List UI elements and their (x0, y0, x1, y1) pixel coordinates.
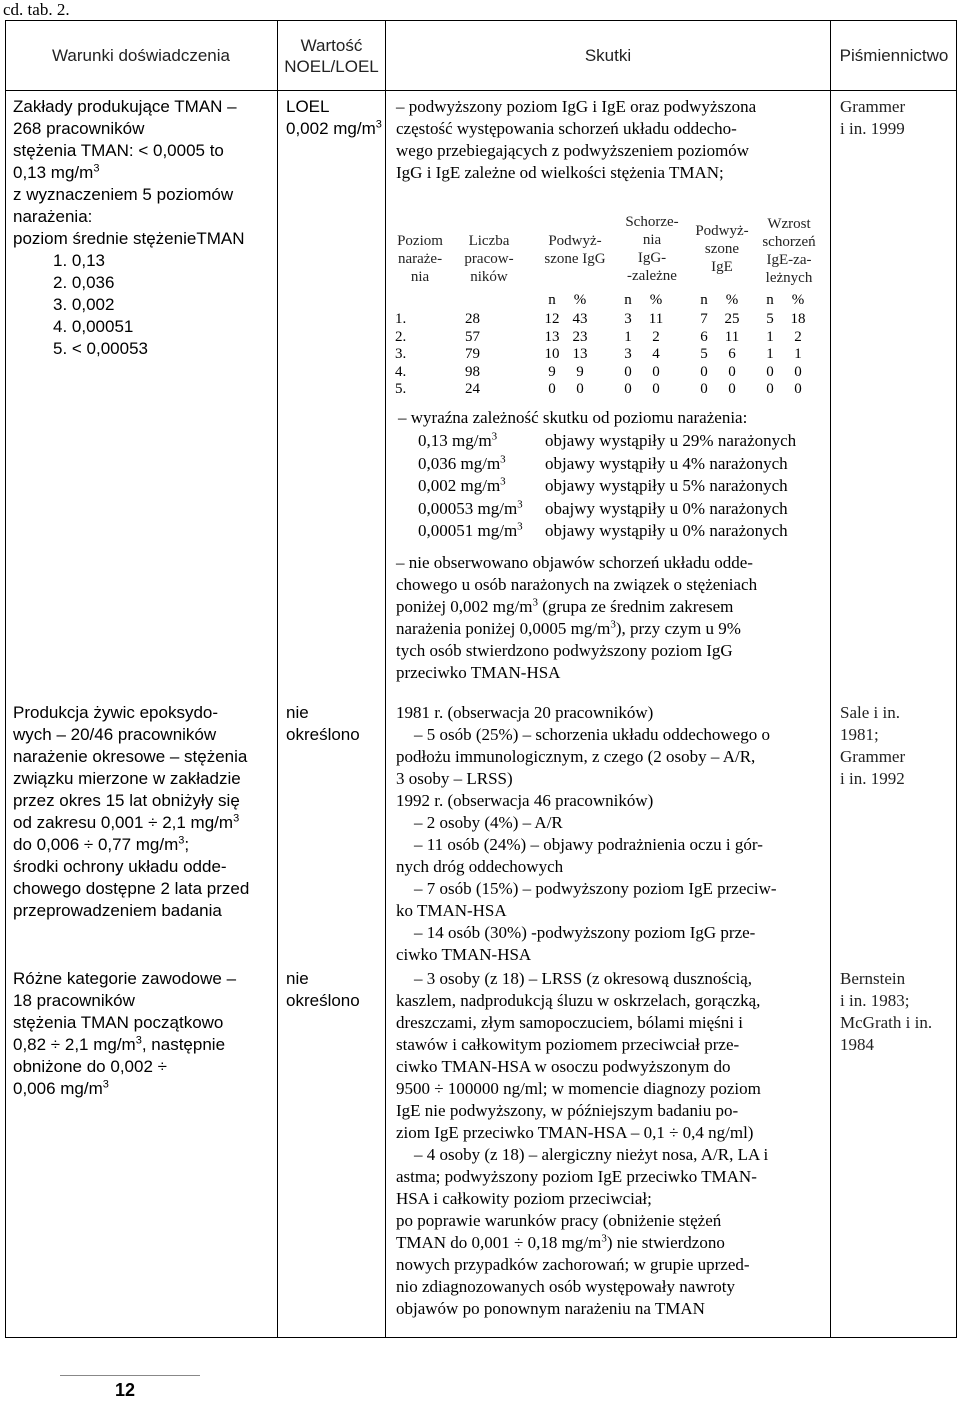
superscript: 3 (517, 497, 523, 510)
inner-data-cell: 23 (572, 328, 588, 345)
row3-conditions: Różne kategorie zawodowe – 18 pracowników stężenia TMAN początkowo 0,82 ÷ 2,1 $mg/m^3$, następnie obniżone do 0,002 ÷ 0,006 $mg/m^3$ (13, 969, 237, 1098)
inner-row-workers: 98 (465, 363, 480, 380)
row1-effects-intro: – podwyższony poziom IgG i IgE oraz podwyższona częstość występowania schorzeń układu oddecho- wego przebiegających z podwyższeniem poziomów IgG i IgE zależne od wielkości stężenia TMAN; (396, 97, 757, 182)
dependence-row (418, 430, 796, 453)
inner-data-cell: 12 (544, 311, 560, 327)
page-number-rule (60, 1375, 200, 1376)
inner-row-level: 3. (395, 346, 407, 362)
exposure-level-table (395, 210, 820, 402)
inner-row-level: 1. (395, 311, 407, 327)
dependence-concentration: 0,036 mg/m (418, 453, 501, 473)
dependence-intro: – wyraźna zależność skutku od poziomu narażenia: (398, 408, 748, 427)
inner-data-cell: 6 (728, 346, 736, 362)
inner-data-cell: 13 (572, 346, 588, 362)
header-noel-loel: Wartość NOEL/LOEL (284, 35, 379, 76)
row3-references: Bernstein i in. 1983; McGrath i in. 1984 (840, 969, 933, 1054)
dependence-row (418, 520, 788, 543)
inner-data-cell: 6 (700, 328, 708, 345)
inner-data-cell: 2 (652, 328, 660, 345)
inner-data-cell: 0 (700, 363, 708, 380)
dependence-concentration: 0,00053 mg/m (418, 498, 518, 518)
header-conditions: Warunki doświadczenia (52, 46, 230, 65)
inner-data-cell: 9 (548, 363, 556, 380)
inner-data-cell: 0 (794, 363, 802, 380)
header-divider (5, 90, 957, 91)
inner-data-cell: 4 (652, 346, 660, 362)
inner-row-workers: 28 (465, 311, 480, 327)
inner-row-workers: 79 (465, 346, 480, 362)
inner-header-igg: Podwyż- szone IgG (544, 233, 606, 267)
inner-subheader-cell: % (573, 292, 587, 308)
dependence-text: objawy wystąpiły u 0% narażonych (545, 521, 788, 540)
inner-subheader-cell: % (791, 292, 805, 308)
dependence-row (418, 453, 788, 476)
column-divider (830, 20, 831, 1338)
inner-subheader-cell: n (700, 292, 708, 308)
inner-data-cell: 5 (700, 346, 708, 362)
dependence-concentration: 0,002 mg/m (418, 476, 501, 495)
inner-header-level: Poziom naraże- nia (397, 233, 443, 285)
inner-data-cell: 10 (544, 346, 560, 362)
inner-row-level: 4. (395, 363, 407, 380)
inner-subheader-cell: n (548, 292, 556, 308)
dependence-concentration: 0,13 mg/m (418, 431, 492, 450)
row3-effects: – 3 osoby (z 18) – LRSS (z okresową dusznością, kaszlem, nadprodukcją śluzu w oskrzelach, gorączką, dreszczami, złym samopoczuciem, bólami mięśni i stawów i całkowitym poziomem przeciwciał prze- ciwko TMAN-HSA w osoczu podwyższonym do 9500 ÷ 100000 ng/ml; w momencie diagnozy poziom IgE nie podwyższony, w późniejszym badaniu po- ziom IgE przeciwko TMAN-HSA – 0,1 ÷ 0,4 ng/ml) – 4 osoby (z 18) – alergiczny nieżyt nosa, A/R, LA i astma; podwyższony poziom IgE przeciwko TMAN- HSA i całkowity poziom przeciwciał; po poprawie warunków pracy (obniżenie stężeń TMAN do 0,001 ÷ 0,18 $mg/m^3$) nie stwierdzono nowych przypadków zachorowań; w grupie uprzed- nio zdiagnozowanych osób występowały nawroty objawów po ponownym narażeniu na TMAN (396, 969, 769, 1318)
inner-data-cell: 13 (544, 328, 560, 345)
inner-data-cell: 3 (624, 346, 632, 362)
row1-conditions: Zakłady produkujące TMAN – 268 pracowników stężenia TMAN: < 0,0005 to 0,13 $mg/m^3$ z wyznaczeniem 5 poziomów narażenia: poziom średnie stężenieTMAN 1. 0,13 2. 0,036 3. 0,002 4. 0,00051 5. < 0,00053 (13, 96, 275, 360)
row1-noel-loel: LOEL 0,002 $mg/m^3$ (286, 97, 382, 138)
inner-header-igg-dependent: Schorze- nia IgG- -zależne (625, 214, 679, 284)
exposure-level: 2. 0,036 (53, 273, 115, 292)
inner-data-cell: 0 (728, 363, 736, 380)
dependence-text: obajwy wystąpiły u 0% narażonych (545, 498, 788, 518)
inner-data-cell: 0 (700, 381, 708, 397)
superscript: 3 (500, 475, 506, 488)
inner-data-cell: 0 (728, 381, 736, 397)
row1-references: Grammer i in. 1999 (840, 97, 906, 138)
inner-data-cell: 1 (794, 346, 802, 362)
dependence-text: objawy wystąpiły u 4% narażonych (545, 453, 788, 473)
header-references: Piśmiennictwo (839, 46, 949, 65)
inner-data-cell: 1 (624, 328, 632, 345)
inner-row-level: 2. (395, 328, 407, 345)
inner-data-cell: 0 (794, 381, 802, 397)
dependence-text: objawy wystąpiły u 29% narażonych (545, 431, 797, 450)
inner-data-cell: 1 (766, 328, 774, 345)
inner-data-cell: 0 (766, 363, 774, 380)
inner-subheader-cell: n (766, 292, 774, 308)
inner-data-cell: 0 (624, 381, 632, 397)
inner-data-cell: 25 (724, 311, 740, 327)
row3-noel-loel: nie określono (286, 969, 360, 1010)
inner-data-cell: 9 (576, 363, 584, 380)
dependence-row (418, 475, 788, 498)
inner-subheader-cell: n (624, 292, 632, 308)
inner-data-cell: 0 (576, 381, 584, 397)
inner-header-ige: Podwyż- szone IgE (695, 223, 749, 275)
row2-conditions: Produkcja żywic epoksydo- wych – 20/46 pracowników narażenie okresowe – stężenia związku mierzone w zakładzie przez okres 15 lat obniżyły się od zakresu 0,001 ÷ 2,1 $mg/m^3$ do 0,006 ÷ 0,77 $mg/m^3$; środki ochrony układu odde- chowego dostępne 2 lata przed przeprowadzeniem badania (13, 703, 250, 920)
column-divider (385, 20, 386, 1338)
inner-data-cell: 0 (766, 381, 774, 397)
inner-row-workers: 57 (465, 328, 480, 345)
exposure-level: 4. 0,00051 (53, 317, 134, 336)
superscript: 3 (517, 520, 523, 533)
row2-effects: 1981 r. (obserwacja 20 pracowników) – 5 osób (25%) – schorzenia układu oddechowego o podłożu immunologicznym, z czego (2 osoby – A/R, 3 osoby – LRSS) 1992 r. (obserwacja 46 pracowników) – 2 osoby (4%) – A/R – 11 osób (24%) – objawy podrażnienia oczu i gór- nych dróg oddechowych – 7 osób (15%) – podwyższony poziom IgE przeciw- ko TMAN-HSA – 14 osób (30%) -podwyższony poziom IgG prze- ciwko TMAN-HSA (396, 703, 777, 964)
exposure-level: 3. 0,002 (53, 295, 115, 314)
superscript: 3 (500, 452, 506, 465)
dependence-concentration: 0,00051 mg/m (418, 521, 518, 540)
inner-data-cell: 11 (724, 328, 740, 345)
inner-header-workers: Liczba pracow- ników (464, 233, 514, 285)
inner-row-level: 5. (395, 381, 407, 397)
dependence-row (418, 498, 788, 521)
inner-data-cell: 7 (700, 311, 708, 327)
inner-row-workers: 24 (465, 381, 480, 397)
inner-header-ige-dependent: Wzrost schorzeń IgE-za- leżnych (762, 216, 816, 286)
dependence-text: objawy wystąpiły u 5% narażonych (545, 476, 788, 495)
inner-subheader-cell: % (649, 292, 663, 308)
inner-data-cell: 0 (652, 381, 660, 397)
inner-data-cell: 0 (548, 381, 556, 397)
row1-no-symptoms: – nie obserwowano objawów schorzeń układu odde- chowego u osób narażonych na związek o stężeniach poniżej 0,002 $mg/m^3$ (grupa ze średnim zakresem narażenia poniżej 0,0005 $mg/m^3$), przy czym u 9% tych osób stwierdzono podwyższony poziom IgG przeciwko TMAN-HSA (396, 553, 758, 682)
exposure-level: 5. < 0,00053 (53, 339, 149, 358)
column-divider (277, 20, 278, 1338)
inner-data-cell: 1 (766, 346, 774, 362)
header-effects: Skutki (584, 46, 632, 65)
inner-subheader-cell: % (725, 292, 739, 308)
inner-data-cell: 0 (624, 363, 632, 380)
continuation-label: cd. tab. 2. (3, 0, 70, 19)
row2-references: Sale i in. 1981; Grammer i in. 1992 (840, 703, 906, 788)
exposure-level: 1. 0,13 (53, 251, 105, 270)
superscript: 3 (491, 430, 498, 443)
inner-data-cell: 18 (790, 311, 806, 327)
inner-data-cell: 0 (652, 363, 660, 380)
inner-data-cell: 43 (572, 311, 588, 327)
inner-data-cell: 5 (766, 311, 774, 327)
page-number: 12 (115, 1380, 136, 1400)
row2-noel-loel: nie określono (286, 703, 360, 744)
inner-data-cell: 3 (624, 311, 632, 327)
inner-data-cell: 2 (794, 328, 802, 345)
inner-data-cell: 11 (648, 311, 664, 327)
